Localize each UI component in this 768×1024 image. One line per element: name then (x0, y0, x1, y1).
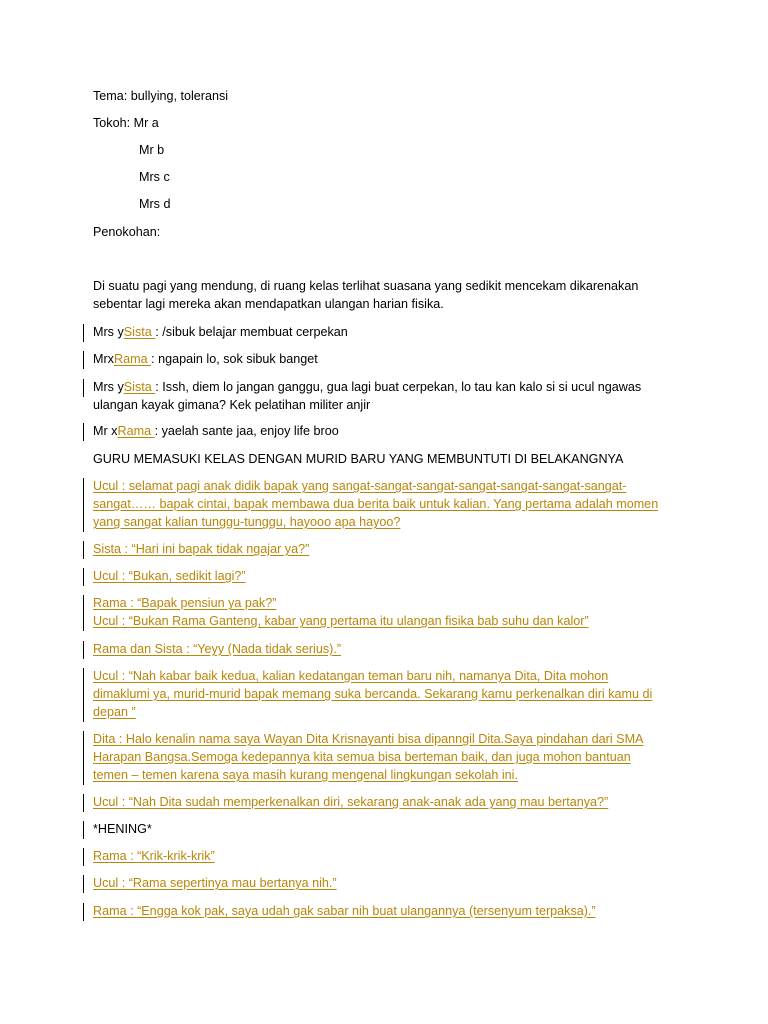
inserted-name: Sista (123, 380, 156, 394)
stage-direction: GURU MEMASUKI KELAS DENGAN MURID BARU YANG MEMBUNTUTI DI BELAKANGNYA (93, 452, 624, 466)
change-bar (83, 595, 84, 631)
dialog-line (93, 350, 728, 368)
inserted-line: Rama : “Engga kok pak, saya udah gak sabar nih buat ulangannya (tersenyum terpaksa).” (93, 904, 596, 918)
change-bar (83, 379, 84, 397)
change-bar (83, 821, 84, 839)
inserted-line: dimaklumi ya, murid-murid bapak memang suka bercanda. Sekarang kamu perkenalkan diri kamu di (93, 687, 653, 701)
change-bar (83, 731, 84, 785)
inserted-line: Ucul : “Bukan Rama Ganteng, kabar yang pertama itu ulangan fisika bab suhu dan kalor” (93, 614, 589, 628)
change-bar (83, 351, 84, 369)
speaker-text: Mrx (93, 352, 114, 366)
inserted-line: sangat…… bapak cintai, bapak membawa dua berita baik untuk kalian. Yang pertama adalah momen (93, 497, 659, 511)
inserted-line: Ucul : “Bukan, sedikit lagi?” (93, 569, 246, 583)
inserted-line: Dita : Halo kenalin nama saya Wayan Dita Krisnayanti bisa dipanngil Dita.Saya pindahan dari SMA (93, 732, 644, 746)
inserted-line: Rama : “Bapak pensiun ya pak?” (93, 596, 277, 610)
speaker-text: Mrs y (93, 380, 124, 394)
inserted-name: Rama (113, 352, 152, 366)
change-bar (83, 848, 84, 866)
speaker-text: Mr x (93, 424, 118, 438)
penokohan-line: Penokohan: (93, 225, 161, 239)
tokoh-c: Mrs c (139, 170, 170, 184)
stage-direction: *HENING* (93, 822, 152, 836)
change-bar (83, 668, 84, 722)
inserted-line: Rama : “Krik-krik-krik” (93, 849, 215, 863)
inserted-line: Ucul : “Nah kabar baik kedua, kalian kedatangan teman baru nih, namanya Dita, Dita mohon (93, 669, 609, 683)
intro-line-2: sebentar lagi mereka akan mendapatkan ulangan harian fisika. (93, 297, 444, 311)
inserted-line: Sista : “Hari ini bapak tidak ngajar ya?” (93, 542, 310, 556)
inserted-line: Rama dan Sista : “Yeyy (Nada tidak serius).” (93, 642, 342, 656)
tokoh-line: Tokoh: Mr a (93, 116, 159, 130)
tokoh-b: Mr b (139, 143, 165, 157)
inserted-line: Ucul : selamat pagi anak didik bapak yang sangat-sangat-sangat-sangat-sangat-sangat-sangat- (93, 479, 627, 493)
inserted-line: Ucul : “Rama sepertinya mau bertanya nih.” (93, 876, 337, 890)
inserted-name: Rama (117, 424, 155, 438)
inserted-line: Harapan Bangsa.Semoga kedepannya kita semua bisa berteman baik, dan juga mohon bantuan (93, 750, 631, 764)
dialog-line (93, 422, 728, 440)
dialog-line (93, 323, 728, 341)
inserted-line: Ucul : “Nah Dita sudah memperkenalkan diri, sekarang anak-anak ada yang mau bertanya?” (93, 795, 609, 809)
change-bar (83, 641, 84, 659)
tema-line: Tema: bullying, toleransi (93, 89, 229, 103)
change-bar (83, 568, 84, 586)
dialog-text: : yaelah sante jaa, enjoy life broo (154, 424, 339, 438)
change-bar (83, 478, 84, 532)
change-bar (83, 541, 84, 559)
change-bar (83, 794, 84, 812)
inserted-name: Sista (123, 325, 156, 339)
inserted-line: temen – temen karena saya masih kurang mengenal lingkungan sekolah ini. (93, 768, 518, 782)
dialog-line (93, 378, 728, 396)
tokoh-d: Mrs d (139, 197, 171, 211)
speaker-text: Mrs y (93, 325, 124, 339)
change-bar (83, 875, 84, 893)
inserted-line: depan ” (93, 705, 136, 719)
inserted-line: yang sangat kalian tunggu-tunggu, hayooo apa hayoo? (93, 515, 401, 529)
change-bar (83, 324, 84, 342)
dialog-text: : Issh, diem lo jangan ganggu, gua lagi buat cerpekan, lo tau kan kalo si si ucul ngawas (155, 380, 642, 394)
change-bar (83, 423, 84, 441)
dialog-line-cont: ulangan kayak gimana? Kek pelatihan militer anjir (93, 398, 371, 412)
dialog-text: : /sibuk belajar membuat cerpekan (155, 325, 348, 339)
intro-line-1: Di suatu pagi yang mendung, di ruang kelas terlihat suasana yang sedikit mencekam dikarenakan (93, 279, 639, 293)
dialog-text: : ngapain lo, sok sibuk banget (151, 352, 318, 366)
change-bar (83, 903, 84, 921)
